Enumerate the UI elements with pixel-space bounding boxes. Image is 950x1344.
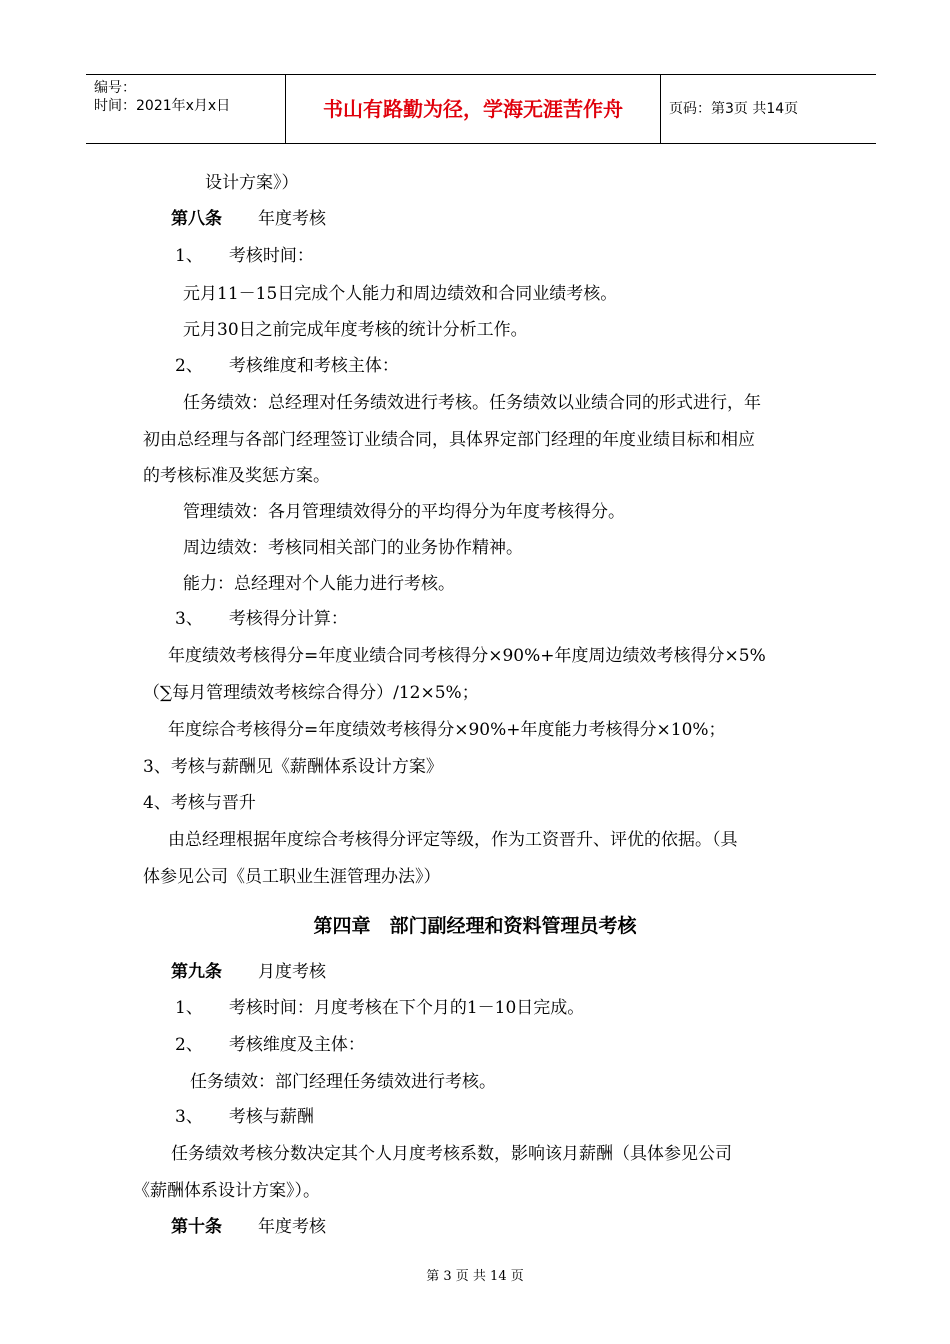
text-line: 能力：总经理对个人能力进行考核。 xyxy=(183,574,455,594)
article-title: 第九条 xyxy=(171,962,222,982)
formula-line: （∑每月管理绩效考核综合得分）/12×5%； xyxy=(143,683,479,703)
document-number-label: 编号： xyxy=(94,80,136,96)
list-item xyxy=(175,245,314,267)
text-line: 4、考核与晋升 xyxy=(143,793,256,813)
text-line: 任务绩效：总经理对任务绩效进行考核。任务绩效以业绩合同的形式进行，年 xyxy=(183,393,761,413)
list-item xyxy=(175,608,348,630)
list-item xyxy=(175,997,584,1019)
text-line: 周边绩效：考核同相关部门的业务协作精神。 xyxy=(183,538,523,558)
list-item xyxy=(175,355,399,377)
text-line: 任务绩效考核分数决定其个人月度考核系数，影响该月薪酬（具体参见公司 xyxy=(171,1144,732,1164)
header-motto: 书山有路勤为径，学海无涯苦作舟 xyxy=(323,97,623,121)
page-footer: 第 3 页 共 14 页 xyxy=(426,1269,524,1284)
formula-line: 年度绩效考核得分=年度业绩合同考核得分×90%+年度周边绩效考核得分×5% xyxy=(168,646,766,666)
article-title: 第八条 xyxy=(171,209,222,229)
text-line: 任务绩效：部门经理任务绩效进行考核。 xyxy=(190,1072,496,1092)
list-text: 考核与薪酬 xyxy=(228,1107,314,1127)
list-text: 考核维度和考核主体： xyxy=(228,356,399,376)
list-number: 3、 xyxy=(175,1107,203,1127)
header-meta xyxy=(94,79,230,115)
article-10-heading xyxy=(171,1216,326,1238)
text-line: 管理绩效：各月管理绩效得分的平均得分为年度考核得分。 xyxy=(183,502,625,522)
list-number: 1、 xyxy=(175,246,203,266)
text-line: 的考核标准及奖惩方案。 xyxy=(143,466,330,486)
article-subtitle: 年度考核 xyxy=(258,1217,326,1237)
text-line: 初由总经理与各部门经理签订业绩合同，具体界定部门经理的年度业绩目标和相应 xyxy=(143,430,755,450)
list-text: 考核时间： xyxy=(228,246,314,266)
text-line: 设计方案》） xyxy=(205,173,299,193)
list-number: 2、 xyxy=(175,356,203,376)
article-title: 第十条 xyxy=(171,1217,222,1237)
list-number: 3、 xyxy=(175,609,203,629)
text-line: 3、考核与薪酬见《薪酬体系设计方案》 xyxy=(143,757,443,777)
article-9-heading xyxy=(171,961,326,983)
text-line: 由总经理根据年度综合考核得分评定等级，作为工资晋升、评优的依据。（具 xyxy=(168,830,738,850)
list-text: 考核时间：月度考核在下个月的1－10日完成。 xyxy=(228,998,585,1018)
list-item xyxy=(175,1034,365,1056)
text-line: 元月11－15日完成个人能力和周边绩效和合同业绩考核。 xyxy=(183,284,618,304)
formula-line: 年度综合考核得分=年度绩效考核得分×90%+年度能力考核得分×10%； xyxy=(168,720,726,740)
chapter-heading: 第四章 部门副经理和资料管理员考核 xyxy=(313,915,637,937)
document-header xyxy=(86,74,876,144)
list-item xyxy=(175,1106,314,1128)
document-time-label: 时间：2021年x月x日 xyxy=(94,98,231,114)
list-number: 2、 xyxy=(175,1035,203,1055)
article-subtitle: 月度考核 xyxy=(258,962,326,982)
list-text: 考核得分计算： xyxy=(228,609,348,629)
header-divider xyxy=(660,75,661,143)
text-line: 体参见公司《员工职业生涯管理办法》） xyxy=(143,867,441,887)
article-8-heading xyxy=(171,208,326,230)
header-page-info: 页码：第3页 共14页 xyxy=(669,101,799,117)
article-subtitle: 年度考核 xyxy=(258,209,326,229)
text-line: 元月30日之前完成年度考核的统计分析工作。 xyxy=(183,320,528,340)
text-line: 《薪酬体系设计方案》）。 xyxy=(133,1181,320,1201)
list-number: 1、 xyxy=(175,998,203,1018)
list-text: 考核维度及主体： xyxy=(228,1035,365,1055)
